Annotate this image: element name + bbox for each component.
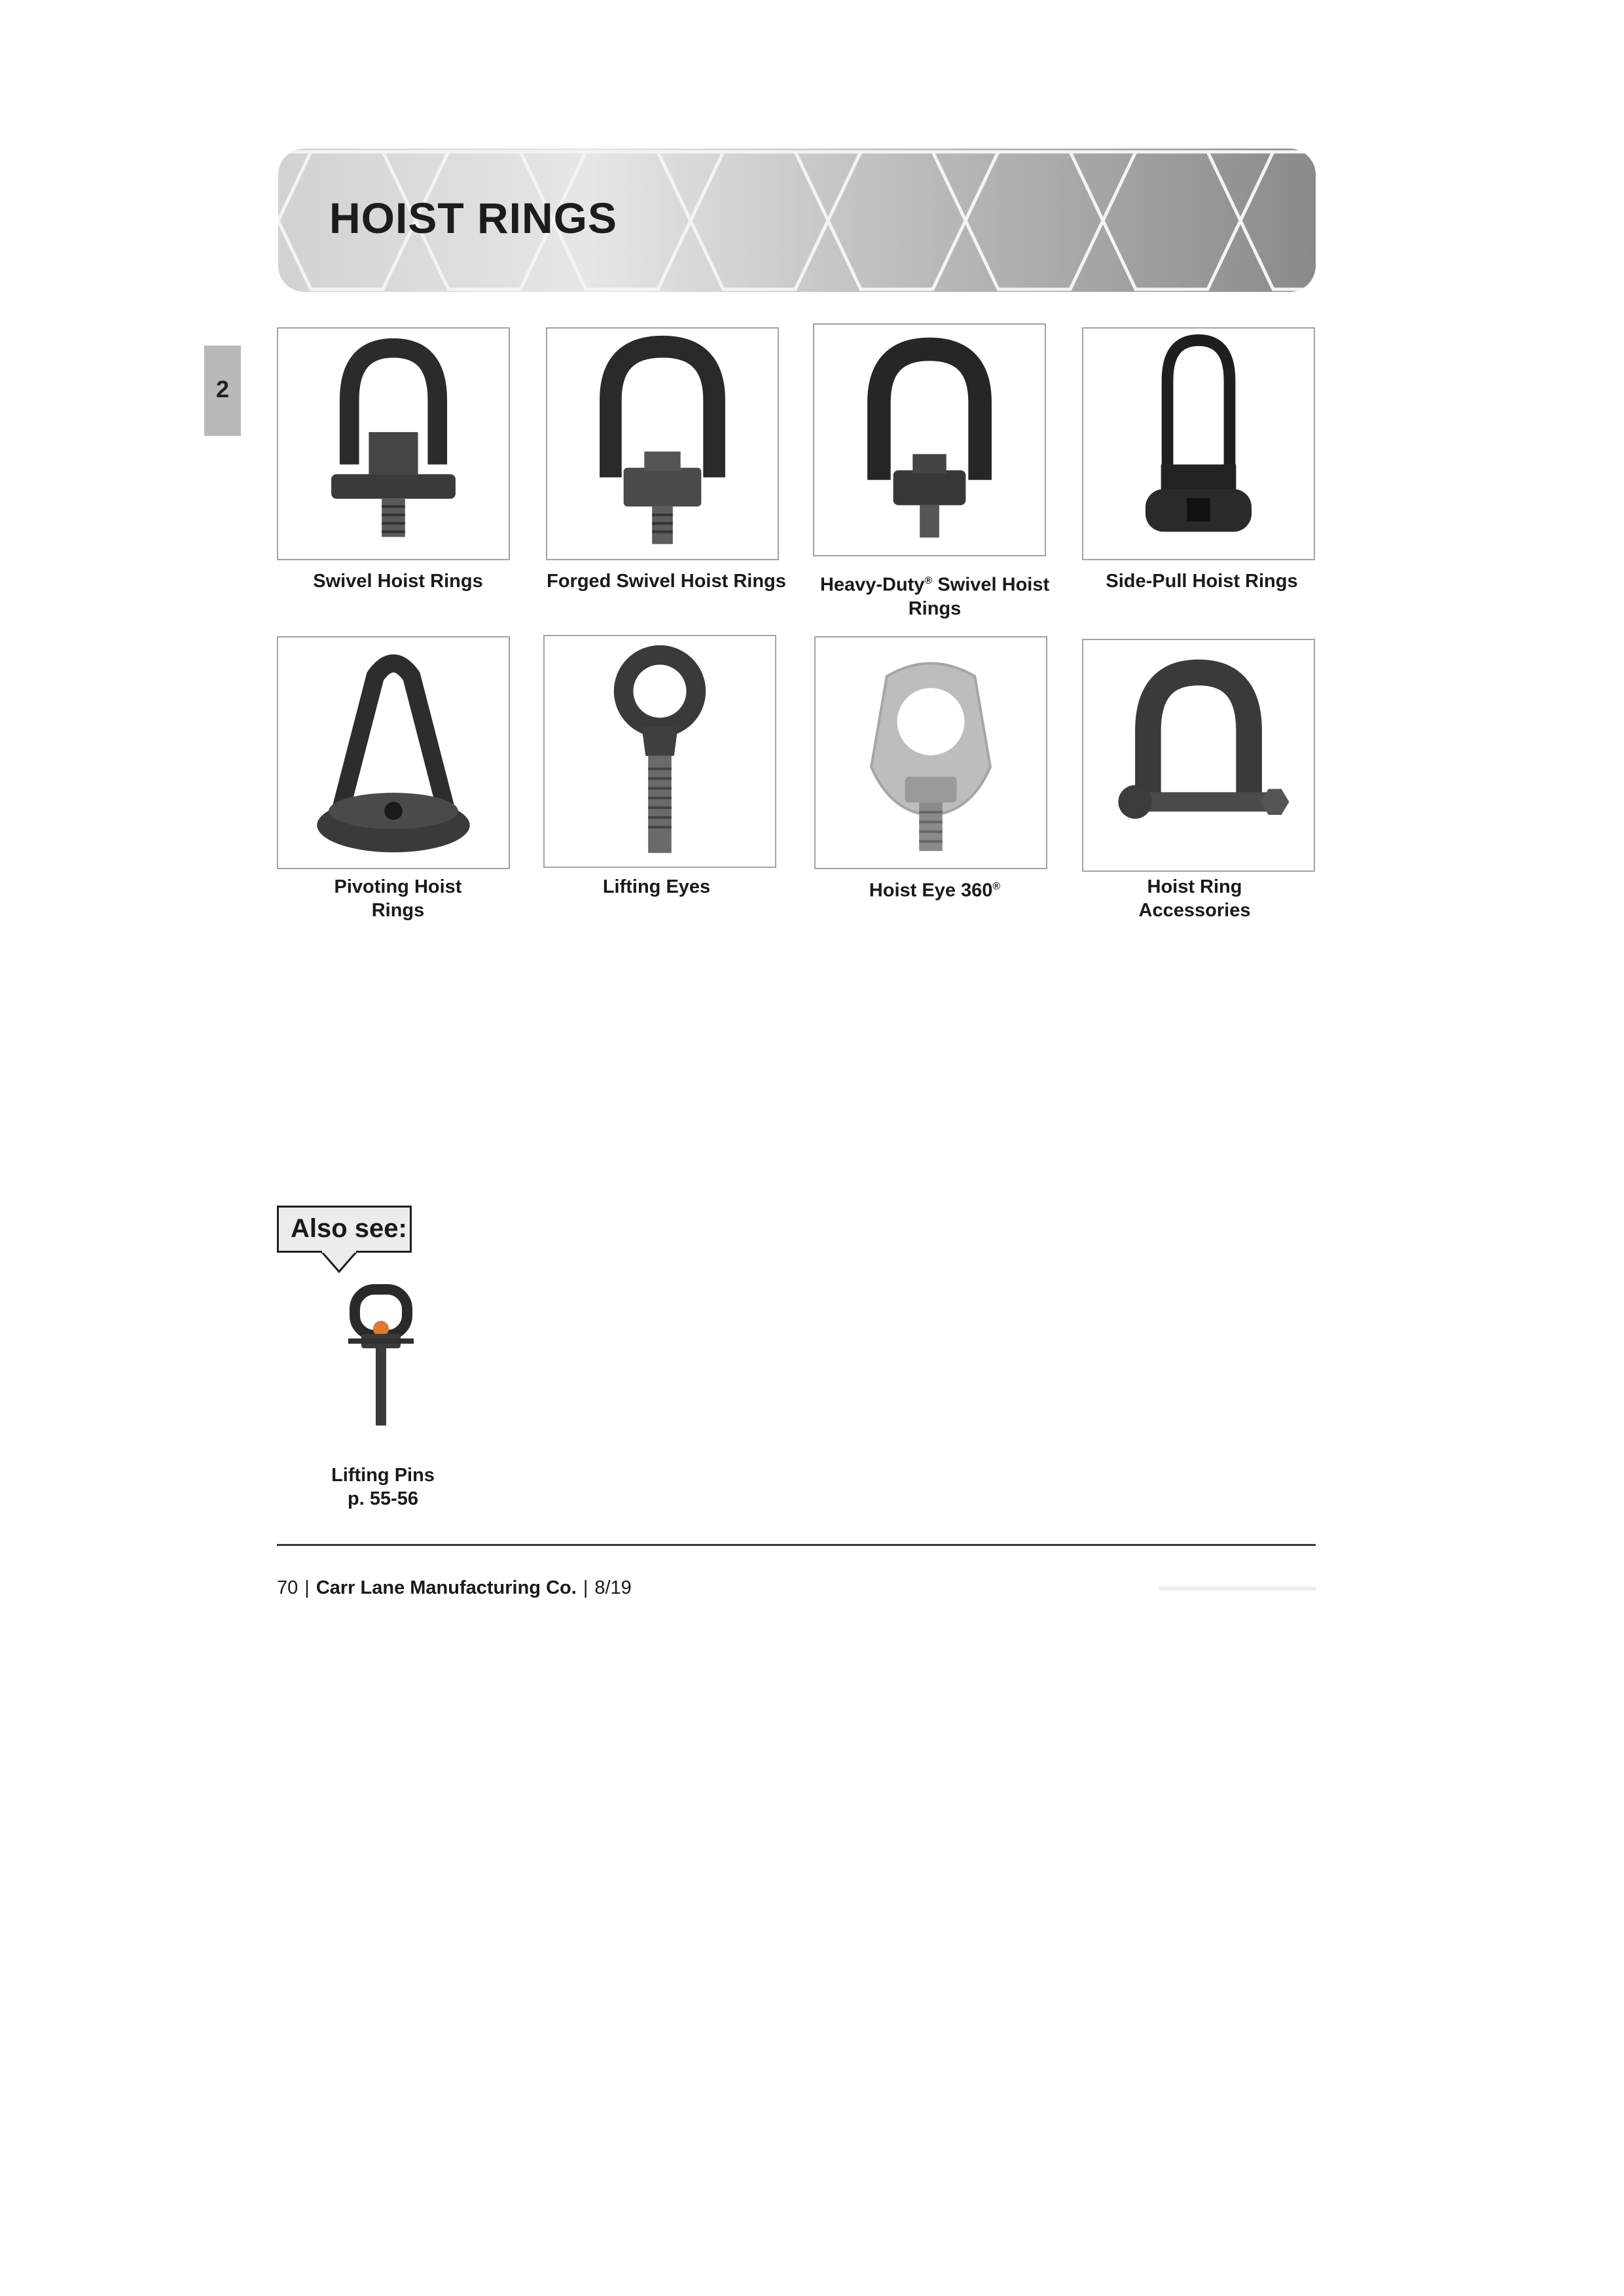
swivel-hoist-ring-icon [278,329,509,559]
product-card-swivel-hoist-rings[interactable] [277,327,510,560]
section-number: 2 [215,376,230,403]
lifting-eye-icon [545,636,775,867]
faint-footer-mark [1159,1584,1316,1593]
product-label-pivoting-hoist-rings[interactable]: Pivoting Hoist Rings [334,876,462,921]
also-see-callout [277,1206,412,1253]
page-footer: 70 | Carr Lane Manufacturing Co. | 8/19 [277,1577,632,1598]
lifting-pins-reference[interactable]: Lifting Pins p. 55-56 [331,1465,435,1509]
page-number: 70 [277,1577,298,1598]
page-title: HOIST RINGS [329,194,618,242]
section-tab[interactable] [204,346,241,436]
side-pull-hoist-ring-icon [1083,329,1314,559]
also-see-label: Also see: [291,1214,407,1243]
heavy-duty-swivel-hoist-ring-icon [814,325,1045,555]
product-label-heavy-duty-swivel-hoist-rings[interactable]: Heavy-Duty® Swivel Hoist Rings [820,574,1050,619]
product-label-lifting-eyes[interactable]: Lifting Eyes [602,876,711,897]
footer-date: 8/19 [594,1577,632,1598]
forged-swivel-hoist-ring-icon [547,329,778,559]
product-card-hoist-ring-accessories[interactable] [1082,639,1315,872]
product-label-forged-swivel-hoist-rings[interactable]: Forged Swivel Hoist Rings [547,571,786,592]
product-card-side-pull-hoist-rings[interactable] [1082,327,1315,560]
pivoting-hoist-ring-icon [278,637,509,868]
product-card-pivoting-hoist-rings[interactable] [277,636,510,869]
product-card-forged-swivel-hoist-rings[interactable] [546,327,779,560]
product-card-lifting-eyes[interactable] [543,635,776,868]
header-banner [278,149,1316,292]
product-card-heavy-duty-swivel-hoist-rings[interactable] [813,323,1046,556]
product-label-side-pull-hoist-rings[interactable]: Side-Pull Hoist Rings [1106,571,1298,592]
callout-pointer-icon [319,1251,359,1274]
lifting-pin-icon[interactable] [329,1276,433,1433]
shackle-icon [1083,640,1314,870]
product-card-hoist-eye-360[interactable] [814,636,1047,869]
product-label-swivel-hoist-rings[interactable]: Swivel Hoist Rings [313,571,483,592]
hoist-eye-360-icon [816,637,1046,868]
footer-divider [277,1544,1316,1546]
product-label-hoist-ring-accessories[interactable]: Hoist Ring Accessories [1138,876,1251,921]
product-label-hoist-eye-360[interactable]: Hoist Eye 360® [869,880,1001,901]
company-name: Carr Lane Manufacturing Co. [316,1577,577,1598]
